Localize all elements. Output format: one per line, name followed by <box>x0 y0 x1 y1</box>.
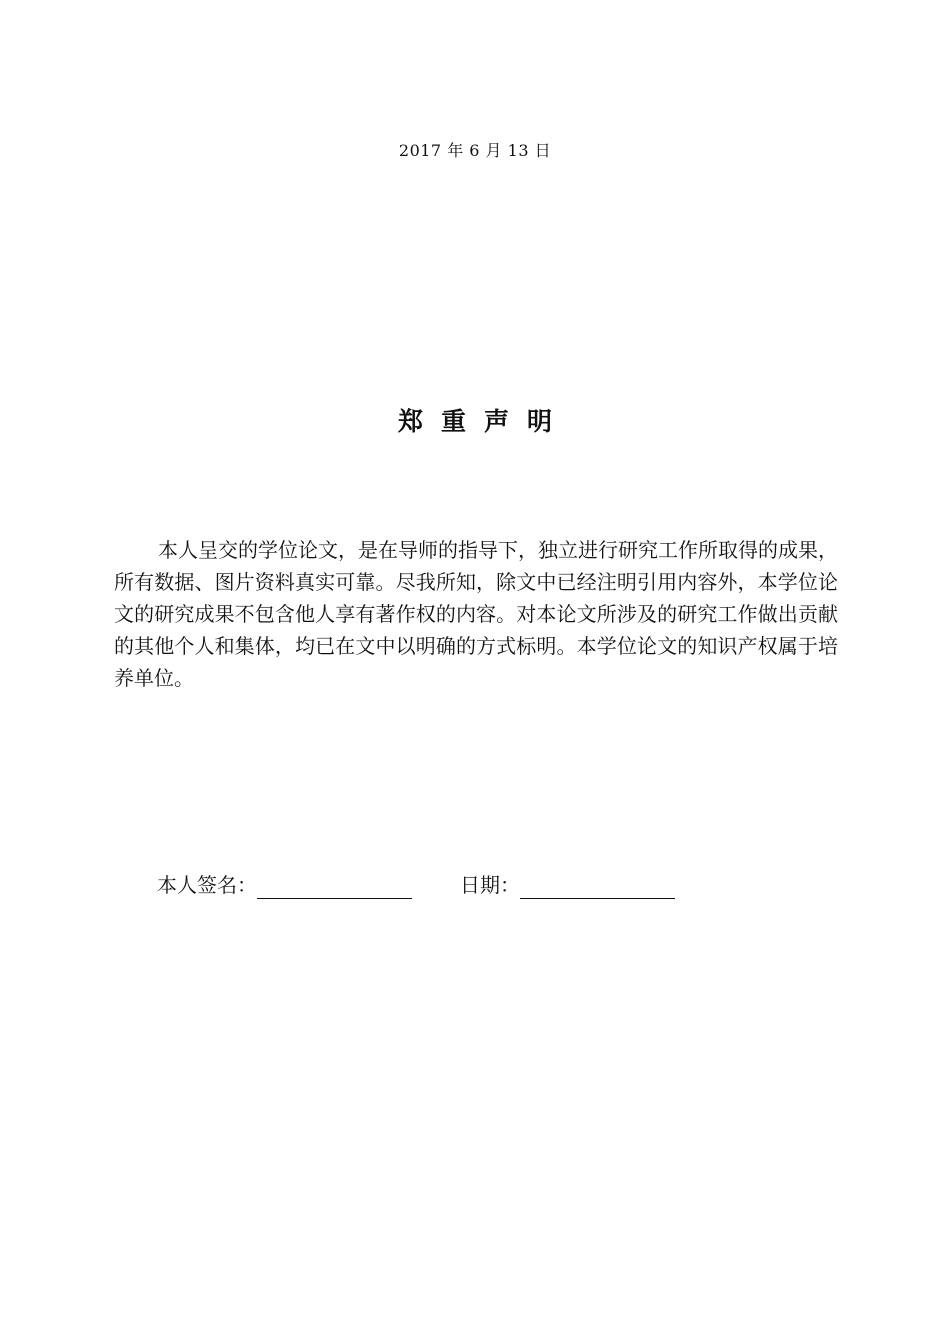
page-title: 郑重声明 <box>397 407 570 436</box>
declaration-body: 本人呈交的学位论文，是在导师的指导下，独立进行研究工作所取得的成果，所有数据、图片资料真实可靠。尽我所知，除文中已经注明引用内容外，本学位论文的研究成果不包含他人享有著作权的内容。对本论文所涉及的研究工作做出贡献的其他个人和集体，均已在文中以明确的方式标明。本学位论文的知识产权属于培养单位。 <box>114 538 838 690</box>
submission-date: 2017 年 6 月 13 日 <box>398 141 552 160</box>
signature-blank-line <box>257 876 412 899</box>
date-label: 日期： <box>460 873 520 897</box>
signer-label: 本人签名： <box>157 873 257 897</box>
date-blank-line <box>520 876 675 899</box>
signature-row <box>157 871 675 899</box>
